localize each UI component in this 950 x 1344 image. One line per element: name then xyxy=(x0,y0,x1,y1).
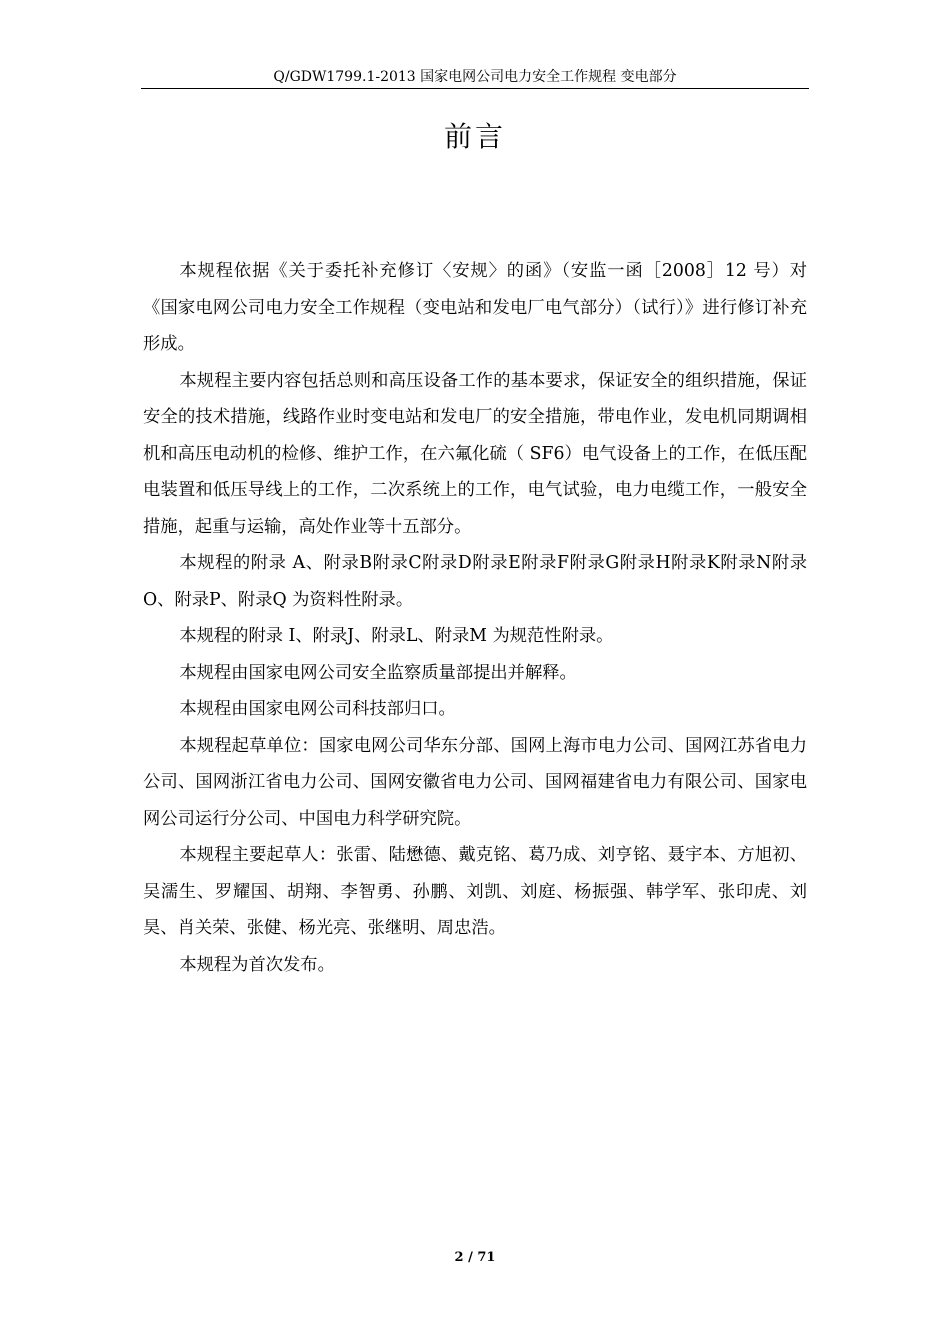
header-divider xyxy=(141,88,809,89)
paragraph-proposer: 本规程由国家电网公司安全监察质量部提出并解释。 xyxy=(179,662,577,683)
page-number: 2 / 71 xyxy=(454,1250,496,1265)
paragraph-contents: 本规程主要内容包括总则和高压设备工作的基本要求，保证安全的组织措施，保证安全的技术措施，线路作业时变电站和发电厂的安全措施，带电作业，发电机同期调相机和高压电动机的检修、维护工作，在六氟化硫（ SF6）电气设备上的工作，在低压配电装置和低压导线上的工作，二次系统上的工作，电气试验，电力电缆工作，一般安全措施，起重与运输，高处作业等十五部分。 xyxy=(143,370,807,537)
paragraph-informative-appendices: 本规程的附录 A、附录B附录C附录D附录E附录F附录G附录H附录K附录N附录O、附录P、附录Q 为资料性附录。 xyxy=(143,553,807,610)
paragraph-drafting-units: 本规程起草单位：国家电网公司华东分部、国网上海市电力公司、国网江苏省电力公司、国网浙江省电力公司、国网安徽省电力公司、国网福建省电力有限公司、国家电网公司运行分公司、中国电力科学研究院。 xyxy=(143,735,807,829)
paragraph-first-release: 本规程为首次发布。 xyxy=(179,954,335,975)
page-title: 前言 xyxy=(443,120,506,153)
paragraph-basis: 本规程依据《关于委托补充修订〈安规〉的函》（安监一函［2008］12 号）对《国家电网公司电力安全工作规程（变电站和发电厂电气部分）（试行）》进行修订补充形成。 xyxy=(143,261,807,354)
foreword-body xyxy=(143,253,807,983)
paragraph-normative-appendices: 本规程的附录 I、附录J、附录L、附录M 为规范性附录。 xyxy=(179,626,614,646)
running-header: Q/GDW1799.1-2013 国家电网公司电力安全工作规程 变电部分 xyxy=(273,69,677,85)
paragraph-administrator: 本规程由国家电网公司科技部归口。 xyxy=(179,699,456,719)
paragraph-drafters: 本规程主要起草人：张雷、陆懋德、戴克铭、葛乃成、刘亨铭、聂宇本、方旭初、吴濡生、罗耀国、胡翔、李智勇、孙鹏、刘凯、刘庭、杨振强、韩学军、张印虎、刘昊、肖关荣、张健、杨光亮、张继明、周忠浩。 xyxy=(143,845,807,938)
